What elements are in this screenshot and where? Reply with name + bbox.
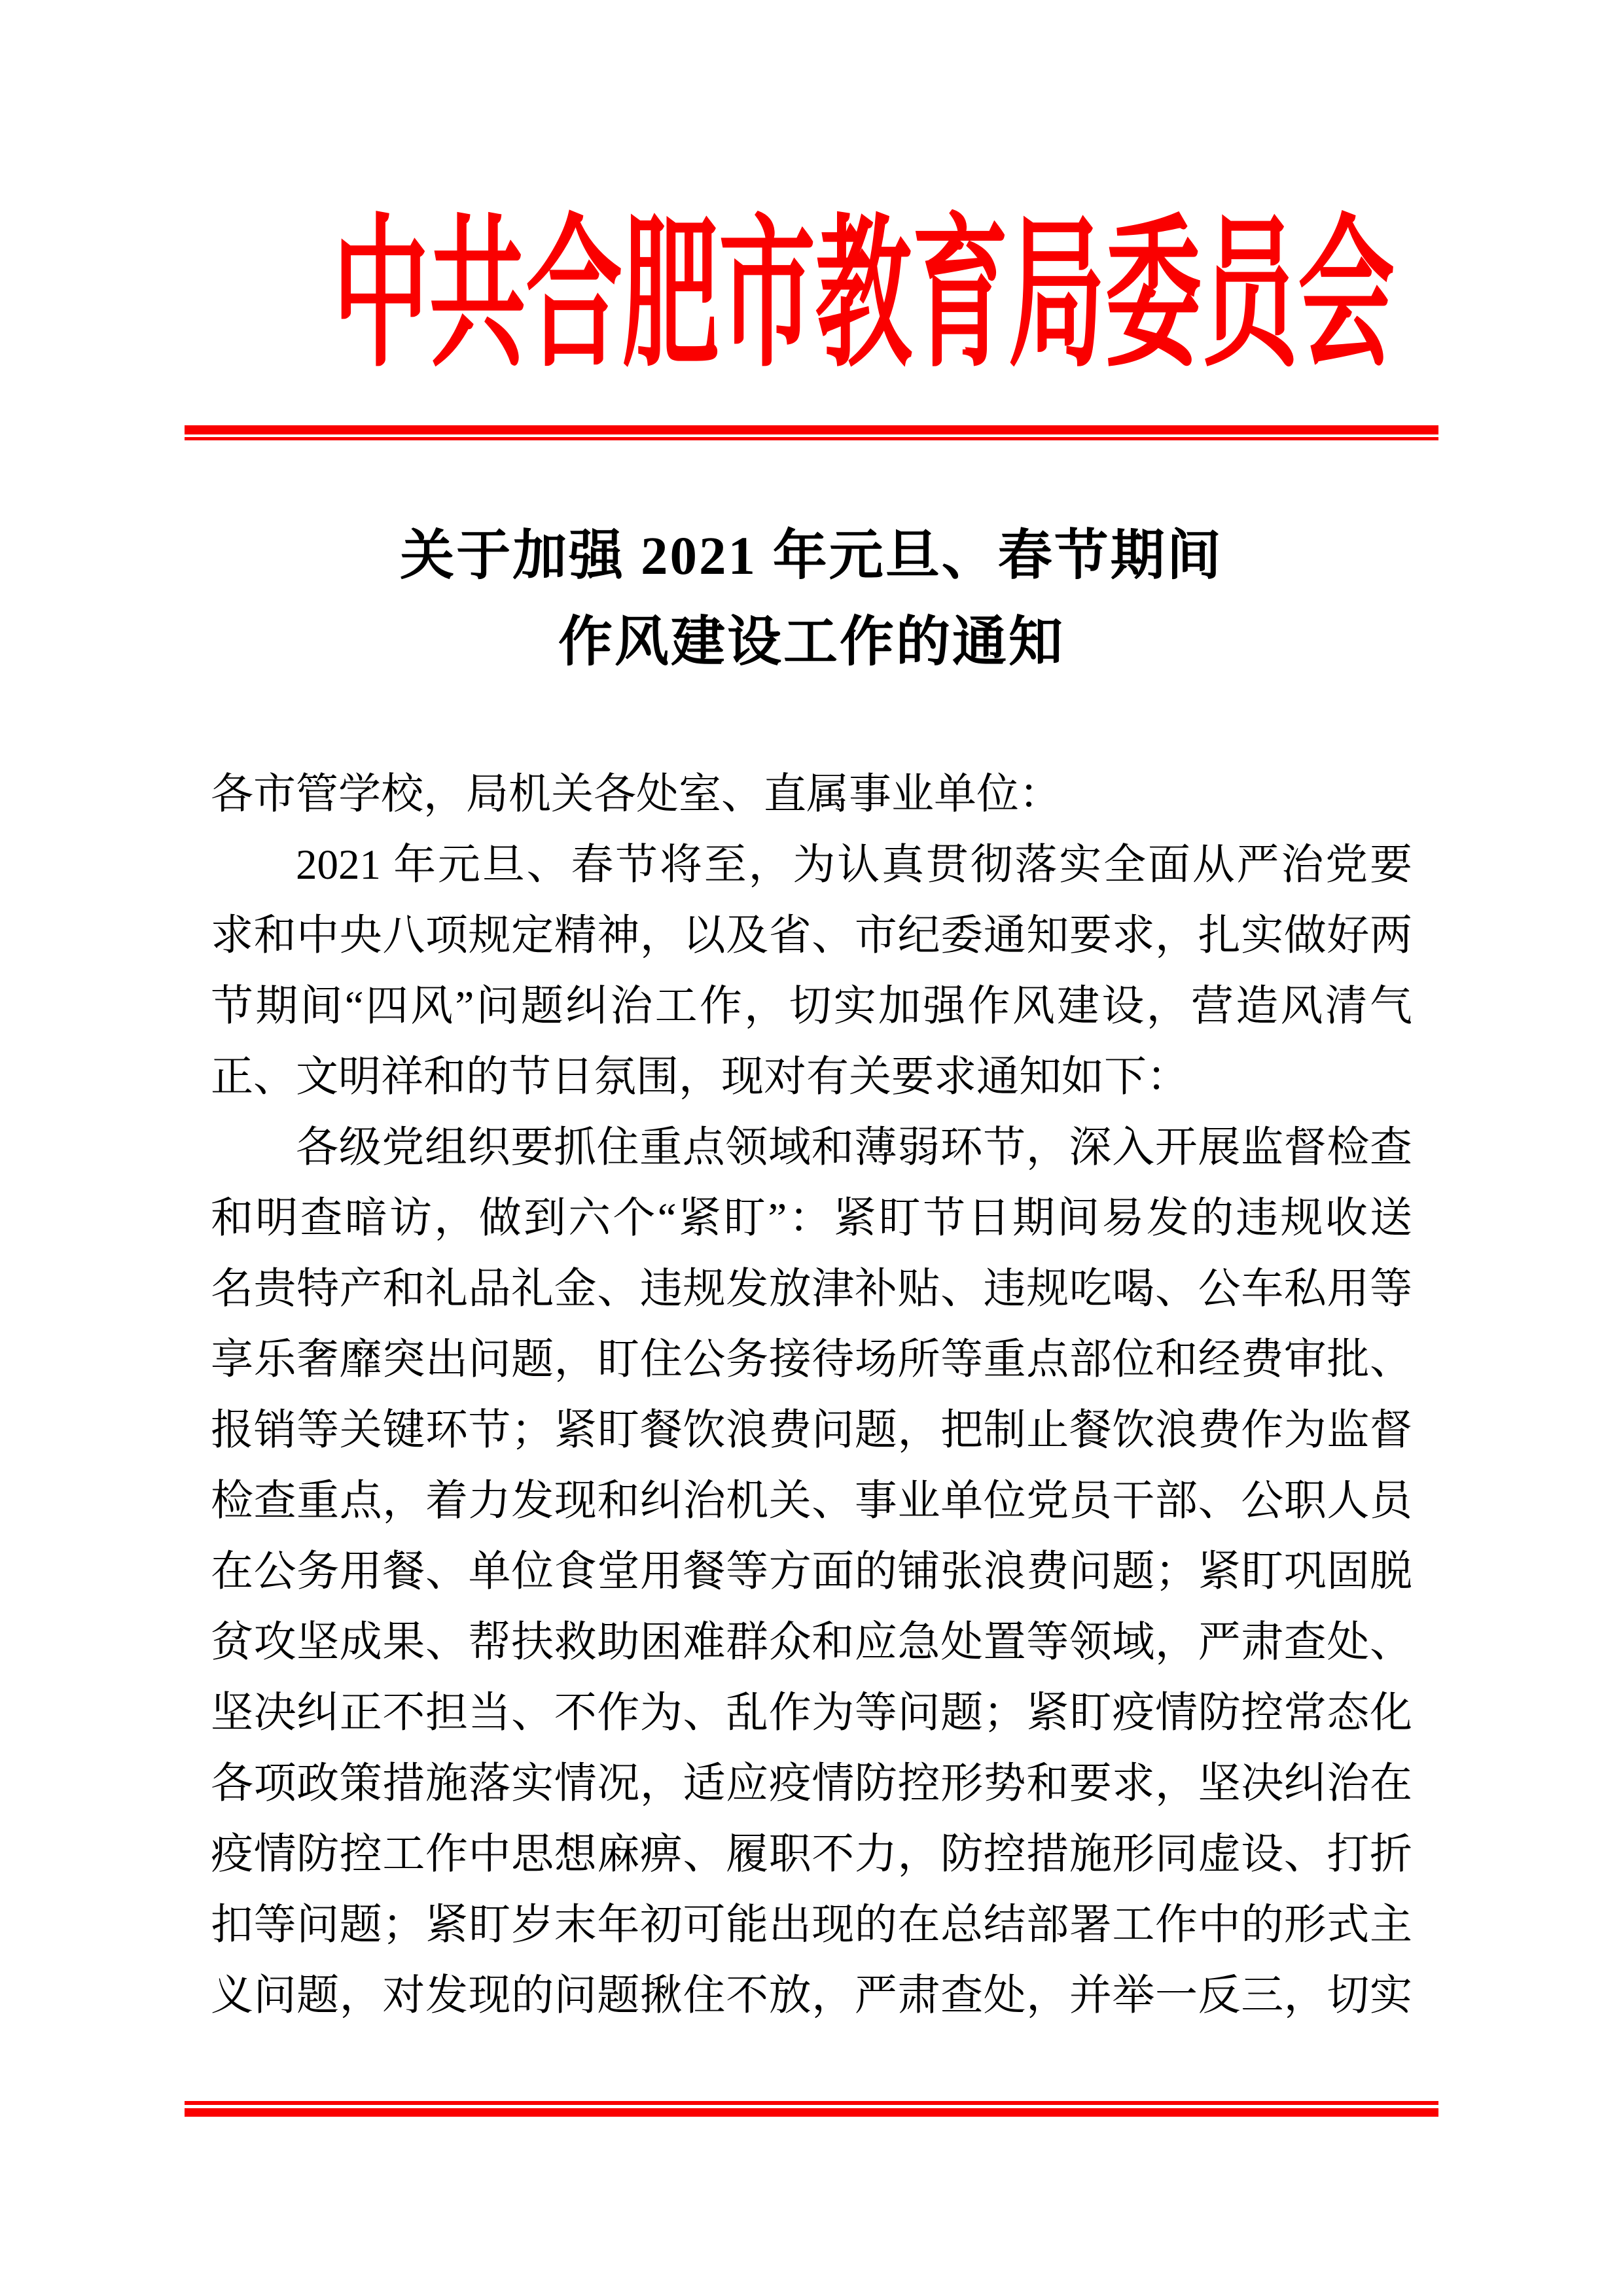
body-line: 义问题，对发现的问题揪住不放，严肃查处，并举一反三，切实	[211, 1972, 1412, 2019]
body-line: 贫攻坚成果、帮扶救助困难群众和应急处置等领域，严肃查处、	[211, 1619, 1412, 1666]
body-line: 各市管学校，局机关各处室、直属事业单位：	[211, 771, 1062, 818]
body-line: 享乐奢靡突出问题，盯住公务接待场所等重点部位和经费审批、	[211, 1336, 1412, 1383]
body-line: 和明查暗访，做到六个“紧盯”：紧盯节日期间易发的违规收送	[211, 1195, 1412, 1242]
letterhead-org-name: 中共合肥市教育局委员会	[332, 205, 1395, 387]
body-line: 在公务用餐、单位食堂用餐等方面的铺张浪费问题；紧盯巩固脱	[211, 1548, 1412, 1595]
header-rule-thin	[185, 437, 1438, 440]
body-line: 报销等关键环节；紧盯餐饮浪费问题，把制止餐饮浪费作为监督	[211, 1407, 1412, 1454]
body-line: 各级党组织要抓住重点领域和薄弱环节，深入开展监督检查	[296, 1124, 1412, 1171]
body-line: 求和中央八项规定精神，以及省、市纪委通知要求，扎实做好两	[211, 912, 1412, 959]
footer-rule-thick	[185, 2108, 1438, 2117]
document-title	[0, 512, 1623, 685]
body-line: 扣等问题；紧盯岁末年初可能出现的在总结部署工作中的形式主	[211, 1901, 1412, 1949]
body-line: 正、文明祥和的节日氛围，现对有关要求通知如下：	[211, 1053, 1190, 1101]
body-line: 各项政策措施落实情况，适应疫情防控形势和要求，坚决纠治在	[211, 1760, 1412, 1807]
header-rule-thick	[185, 425, 1438, 434]
footer-rule-thin	[185, 2101, 1438, 2105]
body-line: 节期间“四风”问题纠治工作，切实加强作风建设，营造风清气	[211, 983, 1412, 1030]
body-line: 检查重点，着力发现和纠治机关、事业单位党员干部、公职人员	[211, 1477, 1412, 1525]
body-line: 坚决纠正不担当、不作为、乱作为等问题；紧盯疫情防控常态化	[211, 1689, 1412, 1737]
document-body	[211, 759, 1412, 2031]
body-line: 疫情防控工作中思想麻痹、履职不力，防控措施形同虚设、打折	[211, 1831, 1412, 1878]
title-line-1: 关于加强 2021 年元旦、春节期间	[400, 525, 1223, 586]
body-line: 2021 年元旦、春节将至，为认真贯彻落实全面从严治党要	[296, 841, 1412, 889]
body-line: 名贵特产和礼品礼金、违规发放津补贴、违规吃喝、公车私用等	[211, 1265, 1412, 1313]
title-line-2: 作风建设工作的通知	[558, 612, 1065, 672]
